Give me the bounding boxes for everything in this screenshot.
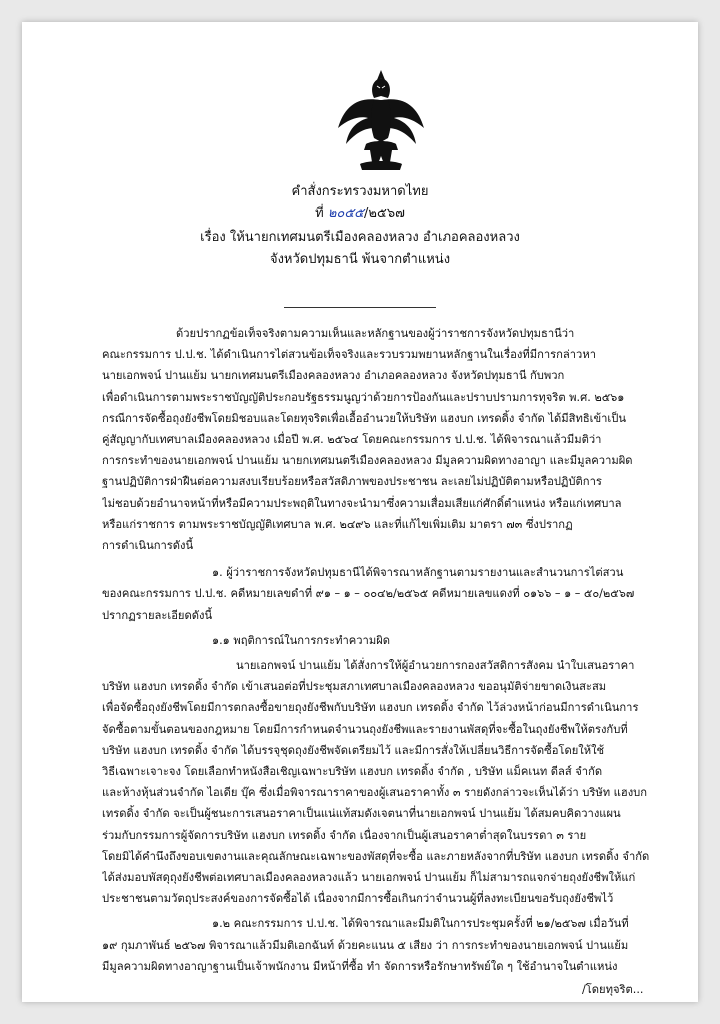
body-line: ประชาชนตามวัตถุประสงค์ของการจัดซื้อได้ เนื่องจากมีการซื้อเกินกว่าจำนวนผู้ที่ลงทะเบียนขอรับถุงยังชีพไว้ [102,892,614,906]
order-number [22,202,698,223]
document-title: คำสั่งกระทรวงมหาดไทย [291,184,429,199]
body-line: การดำเนินการดังนี้ [102,539,194,552]
body-line: เพื่อจัดซื้อถุงยังชีพโดยมีการตกลงซื้อขายถุงยังชีพกับบริษัท แฮงบก เทรดดิ้ง จำกัด ไว้ล่วงหน้าก่อนมีการดำเนินการ [102,701,639,715]
body-line: ด้วยปรากฏข้อเท็จจริงตามความเห็นและหลักฐานของผู้ว่าราชการจังหวัดปทุมธานีว่า [176,327,575,340]
body-line: นายเอกพจน์ ปานแย้ม ได้สั่งการให้ผู้อำนวยการกองสวัสดิการสังคม นำใบเสนอราคา [236,659,635,672]
body-line: หรือแก่ราชการ ตามพระราชบัญญัติเทศบาล พ.ศ. ๒๔๙๖ และที่แก้ไขเพิ่มเติม มาตรา ๗๓ ซึ่งปรากฏ [102,517,573,531]
body-line: ของคณะกรรมการ ป.ป.ช. คดีหมายเลขดำที่ ๙๑ – ๑ – ๐๐๔๒/๒๕๖๕ คดีหมายเลขแดงที่ ๐๑๖๖ – ๑ – ๕๐/๒๕๖๗ [102,587,635,601]
body-line: จัดซื้อตามขั้นตอนของกฎหมาย โดยมีการกำหนดจำนวนถุงยังชีพและรายงานพัสดุที่จะซื้อในถุงยังชีพให้ตรงกับที่ [102,722,628,736]
body-line: มีมูลความผิดทางอาญาฐานเป็นเจ้าพนักงาน มีหน้าที่ซื้อ ทำ จัดการหรือรักษาทรัพย์ใด ๆ ใช้อำนาจในตำแหน่ง [102,959,618,973]
order-number-handwritten: ๒๐๕๕ [327,206,365,221]
body-line: บริษัท แฮงบก เทรดดิ้ง จำกัด เข้าเสนอต่อที่ประชุมสภาเทศบาลเมืองคลองหลวง ขออนุมัติจ่ายขาดเงินสะสม [102,680,607,694]
garuda-emblem [336,66,426,174]
body-line: ไม่ชอบด้วยอำนาจหน้าที่หรือมีความประพฤติในทางจะนำมาซึ่งความเสื่อมเสียแก่ศักดิ์ตำแหน่ง หรือแก่เทศบาล [102,496,622,510]
continuation-marker: /โดยทุจริต... [582,983,644,996]
body-line: ๑. ผู้ว่าราชการจังหวัดปทุมธานีได้พิจารณาหลักฐานตามรายงานและสำนวนการไต่สวน [212,566,624,580]
body-line: เทรดดิ้ง จำกัด จะเป็นผู้ชนะการเสนอราคาเป็นแน่แท้สมดังเจตนาที่นายเอกพจน์ ปานแย้ม ได้สมคบคิดวางแผน [102,807,621,821]
body-line: ปรากฏรายละเอียดดังนี้ [102,608,213,622]
body-line: คู่สัญญากับเทศบาลเมืองคลองหลวง เมื่อปี พ.ศ. ๒๕๖๔ โดยคณะกรรมการ ป.ป.ช. ได้พิจารณาแล้วมีมติว่า [102,433,602,446]
body-line: การกระทำของนายเอกพจน์ ปานแย้ม นายกเทศมนตรีเมืองคลองหลวง มีมูลความผิดทางอาญา และมีมูลความผิด [102,454,633,468]
body-line: ได้ส่งมอบพัสดุถุงยังชีพต่อเทศบาลเมืองคลองหลวงแล้ว นายเอกพจน์ ปานแย้ม ก็ไม่สามารถแจกจ่ายถุงยังชีพให้แก่ [102,871,636,884]
body-line: ฐานปฏิบัติการฝ่าฝืนต่อความสงบเรียบร้อยหรือสวัสดิภาพของประชาชน ละเลยไม่ปฏิบัติตามหรือปฏิบัติการ [102,475,602,489]
order-year: /๒๕๖๗ [364,206,405,221]
body-line: ๑๙ กุมภาพันธ์ ๒๕๖๗ พิจารณาแล้วมีมติเอกฉันท์ ด้วยคะแนน ๕ เสียง ว่า การกระทำของนายเอกพจน์ ปานแย้ม [102,938,629,952]
body-line: นายเอกพจน์ ปานแย้ม นายกเทศมนตรีเมืองคลองหลวง อำเภอคลองหลวง จังหวัดปทุมธานี กับพวก [102,369,565,383]
section-heading: ๑.๑ พฤติการณ์ในการกระทำความผิด [212,633,391,647]
document-page [22,22,698,1002]
body-line: โดยมิได้คำนึงถึงขอบเขตงานและคุณลักษณะเฉพาะของพัสดุที่จะซื้อ และภายหลังจากที่บริษัท แฮงบก เทรดดิ้ง จำกัด [102,849,650,863]
order-prefix: ที่ [315,206,324,221]
body-line: วิธีเฉพาะเจาะจง โดยเลือกทำหนังสือเชิญเฉพาะบริษัท แฮงบก เทรดดิ้ง จำกัด , บริษัท แม็คเนท ดีลส์ จำกัด [102,765,603,778]
subject-line-2: จังหวัดปทุมธานี พ้นจากตำแหน่ง [269,252,451,267]
body-line: คณะกรรมการ ป.ป.ช. ได้ดำเนินการไต่สวนข้อเท็จจริงและรวบรวมพยานหลักฐานในเรื่องที่มีการกล่าวหา [102,348,596,362]
body-line: ร่วมกับกรรมการผู้จัดการบริษัท แฮงบก เทรดดิ้ง จำกัด เนื่องจากเป็นผู้เสนอราคาต่ำสุดในบรรดา ๓ ราย [102,828,587,842]
body-line: บริษัท แฮงบก เทรดดิ้ง จำกัด ได้บรรจุชุดถุงยังชีพจัดเตรียมไว้ และมีการสั่งให้เปลี่ยนวิธีการจัดซื้อโดยให้ใช้ [102,743,605,757]
body-line: และห้างหุ้นส่วนจำกัด ไอเดีย บุ๊ค ซึ่งเมื่อพิจารณาราคาของผู้เสนอราคาทั้ง ๓ รายดังกล่าวจะเห็นได้ว่า บริษัท แฮงบก [102,786,648,800]
body-line: ๑.๒ คณะกรรมการ ป.ป.ช. ได้พิจารณาและมีมติในการประชุมครั้งที่ ๒๑/๒๕๖๗ เมื่อวันที่ [212,917,629,931]
divider [284,307,436,308]
body-line: เพื่อดำเนินการตามพระราชบัญญัติประกอบรัฐธรรมนูญว่าด้วยการป้องกันและปราบปรามการทุจริต พ.ศ. ๒๕๖๑ [102,390,625,404]
subject-line-1: เรื่อง ให้นายกเทศมนตรีเมืองคลองหลวง อำเภอคลองหลวง [200,230,520,245]
body-line: กรณีการจัดซื้อถุงยังชีพโดยมิชอบและโดยทุจริตเพื่อเอื้ออำนวยให้บริษัท แฮงบก เทรดดิ้ง จำกัด ได้มีสิทธิเข้าเป็น [102,411,626,425]
